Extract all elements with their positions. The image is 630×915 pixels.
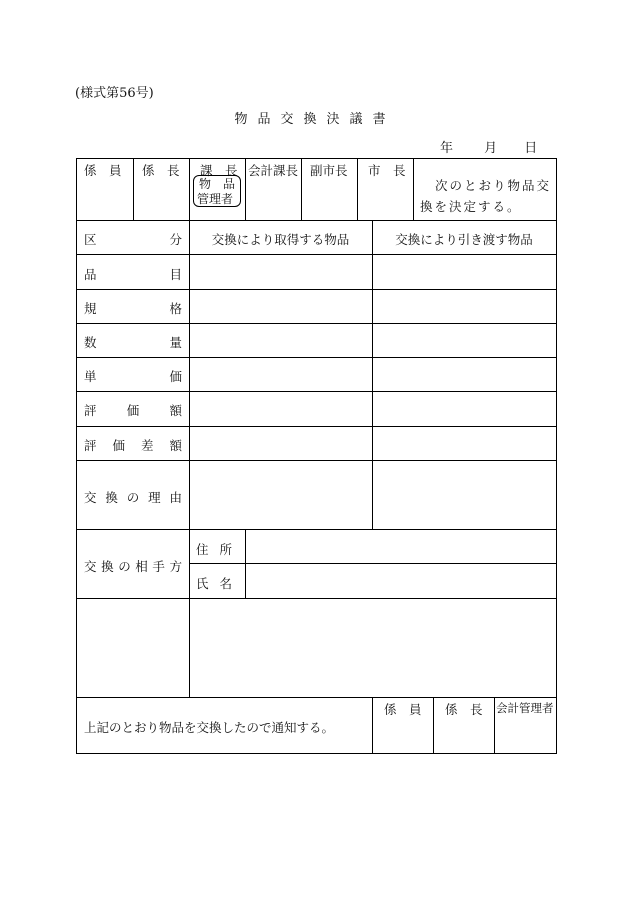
row-label-valuation-difference: 評 価 差 額: [84, 438, 182, 453]
notice-text: 上記のとおり物品を交換したので通知する。: [84, 720, 335, 735]
approval-chief: 係 長: [142, 163, 180, 178]
row-label-exchange-reason: 交 換 の 理 由: [84, 490, 182, 505]
handed-items-header: 交換により引き渡す物品: [395, 232, 533, 247]
approval-property-manager-line1: 物 品: [199, 177, 236, 191]
date-line: [440, 137, 537, 156]
counterparty-name-label: 氏 名: [196, 576, 232, 591]
footer-staff: 係 員: [384, 702, 422, 717]
approval-mayor: 市 長: [368, 163, 406, 178]
footer-chief: 係 長: [445, 702, 483, 717]
row-label-valuation: 評 価 額: [84, 403, 182, 418]
footer-accounting-manager: 会計管理者: [496, 701, 554, 715]
approval-staff: 係 員: [84, 163, 122, 178]
row-label-unit-price: 単 価: [84, 369, 182, 384]
category-label: 区 分: [84, 232, 182, 247]
row-label-item-name: 品 目: [84, 267, 182, 282]
date-day: 日: [524, 141, 538, 156]
row-label-specification: 規 格: [84, 301, 182, 316]
approval-property-manager-line2: 管理者: [197, 192, 234, 206]
row-label-counterparty: 交 換 の 相 手 方: [84, 559, 182, 574]
date-year: 年: [440, 141, 454, 156]
form-number: (様式第56号): [75, 86, 154, 101]
approval-accounting-chief: 会計課長: [248, 163, 299, 178]
acquired-items-header: 交換により取得する物品: [211, 232, 350, 247]
decision-text-line2: 換を決定する。: [420, 199, 522, 214]
decision-text-line1: 次のとおり物品交: [435, 178, 552, 193]
date-month: 月: [484, 141, 498, 156]
document-title: 物品交換決議書: [234, 112, 396, 127]
row-label-quantity: 数 量: [84, 335, 182, 350]
counterparty-address-label: 住 所: [196, 542, 232, 557]
approval-section-chief: 課 長: [200, 163, 238, 178]
approval-deputy-mayor: 副市長: [310, 163, 348, 178]
